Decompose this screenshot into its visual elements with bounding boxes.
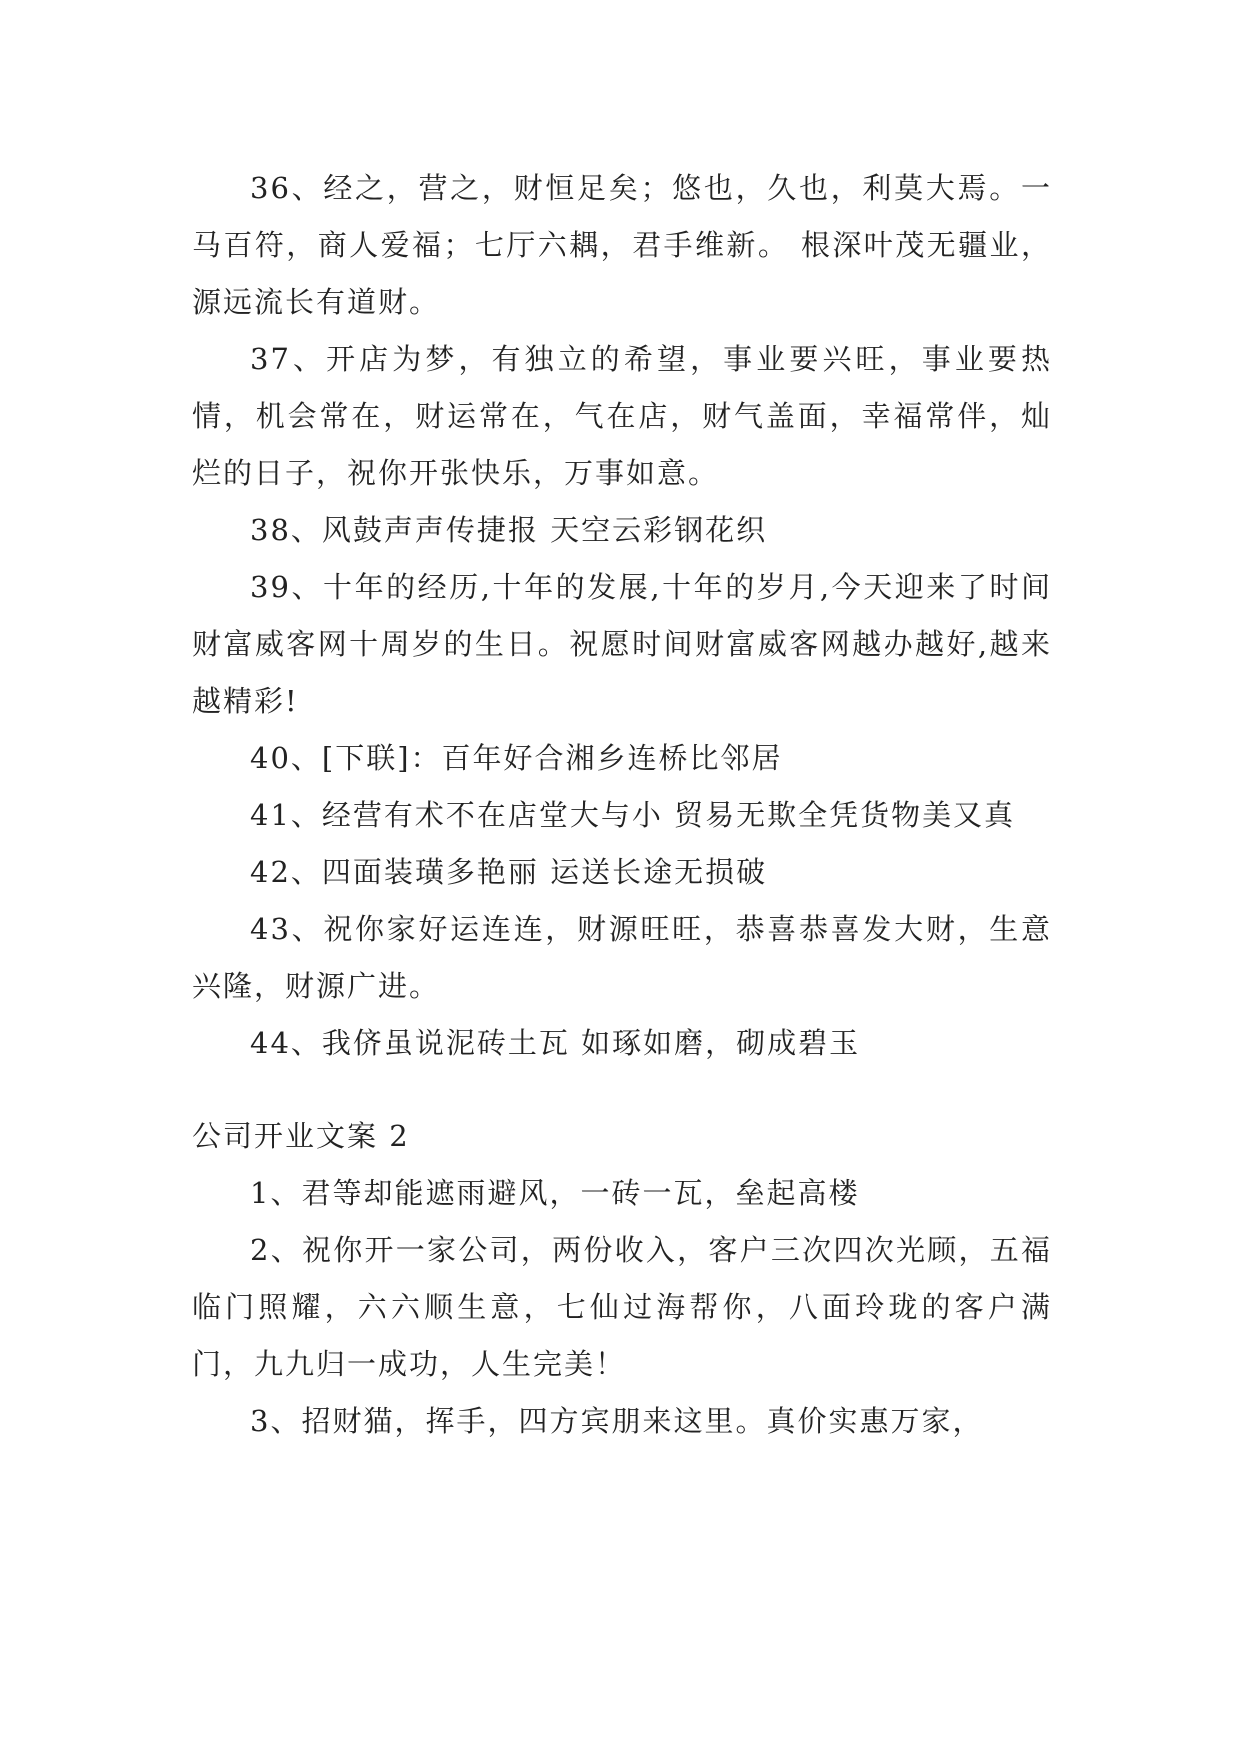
list-item: 36、经之，营之，财恒足矣；悠也，久也，利莫大焉。一马百符，商人爱福；七厅六耦，君手维新。 根深叶茂无疆业，源远流长有道财。	[192, 171, 1052, 319]
list-item: 38、风鼓声声传捷报 天空云彩钢花织	[250, 513, 768, 547]
document-body	[192, 160, 1052, 1450]
list-item: 43、祝你家好运连连，财源旺旺，恭喜恭喜发大财，生意兴隆，财源广进。	[192, 912, 1052, 1003]
list-item: 37、开店为梦，有独立的希望，事业要兴旺，事业要热情，机会常在，财运常在，气在店，财气盖面，幸福常伴，灿烂的日子，祝你开张快乐，万事如意。	[192, 342, 1052, 490]
list-item: 3、招财猫，挥手，四方宾朋来这里。真价实惠万家，	[250, 1404, 984, 1438]
list-item: 44、我侪虽说泥砖土瓦 如琢如磨，砌成碧玉	[250, 1026, 861, 1060]
list-item: 41、经营有术不在店堂大与小 贸易无欺全凭货物美又真	[250, 798, 1016, 832]
list-item: 42、四面装璜多艳丽 运送长途无损破	[250, 855, 768, 889]
section-gap	[192, 1072, 1052, 1108]
list-item: 39、十年的经历,十年的发展,十年的岁月,今天迎来了时间财富威客网十周岁的生日。祝愿时间财富威客网越办越好,越来越精彩!	[192, 570, 1052, 718]
list-item: 1、君等却能遮雨避风，一砖一瓦，垒起高楼	[250, 1176, 860, 1210]
section-title: 公司开业文案 2	[192, 1119, 410, 1153]
list-item: 2、祝你开一家公司，两份收入，客户三次四次光顾，五福临门照耀，六六顺生意，七仙过海帮你，八面玲珑的客户满门，九九归一成功，人生完美！	[192, 1233, 1052, 1381]
list-item: 40、[下联]：百年好合湘乡连桥比邻居	[250, 741, 783, 775]
